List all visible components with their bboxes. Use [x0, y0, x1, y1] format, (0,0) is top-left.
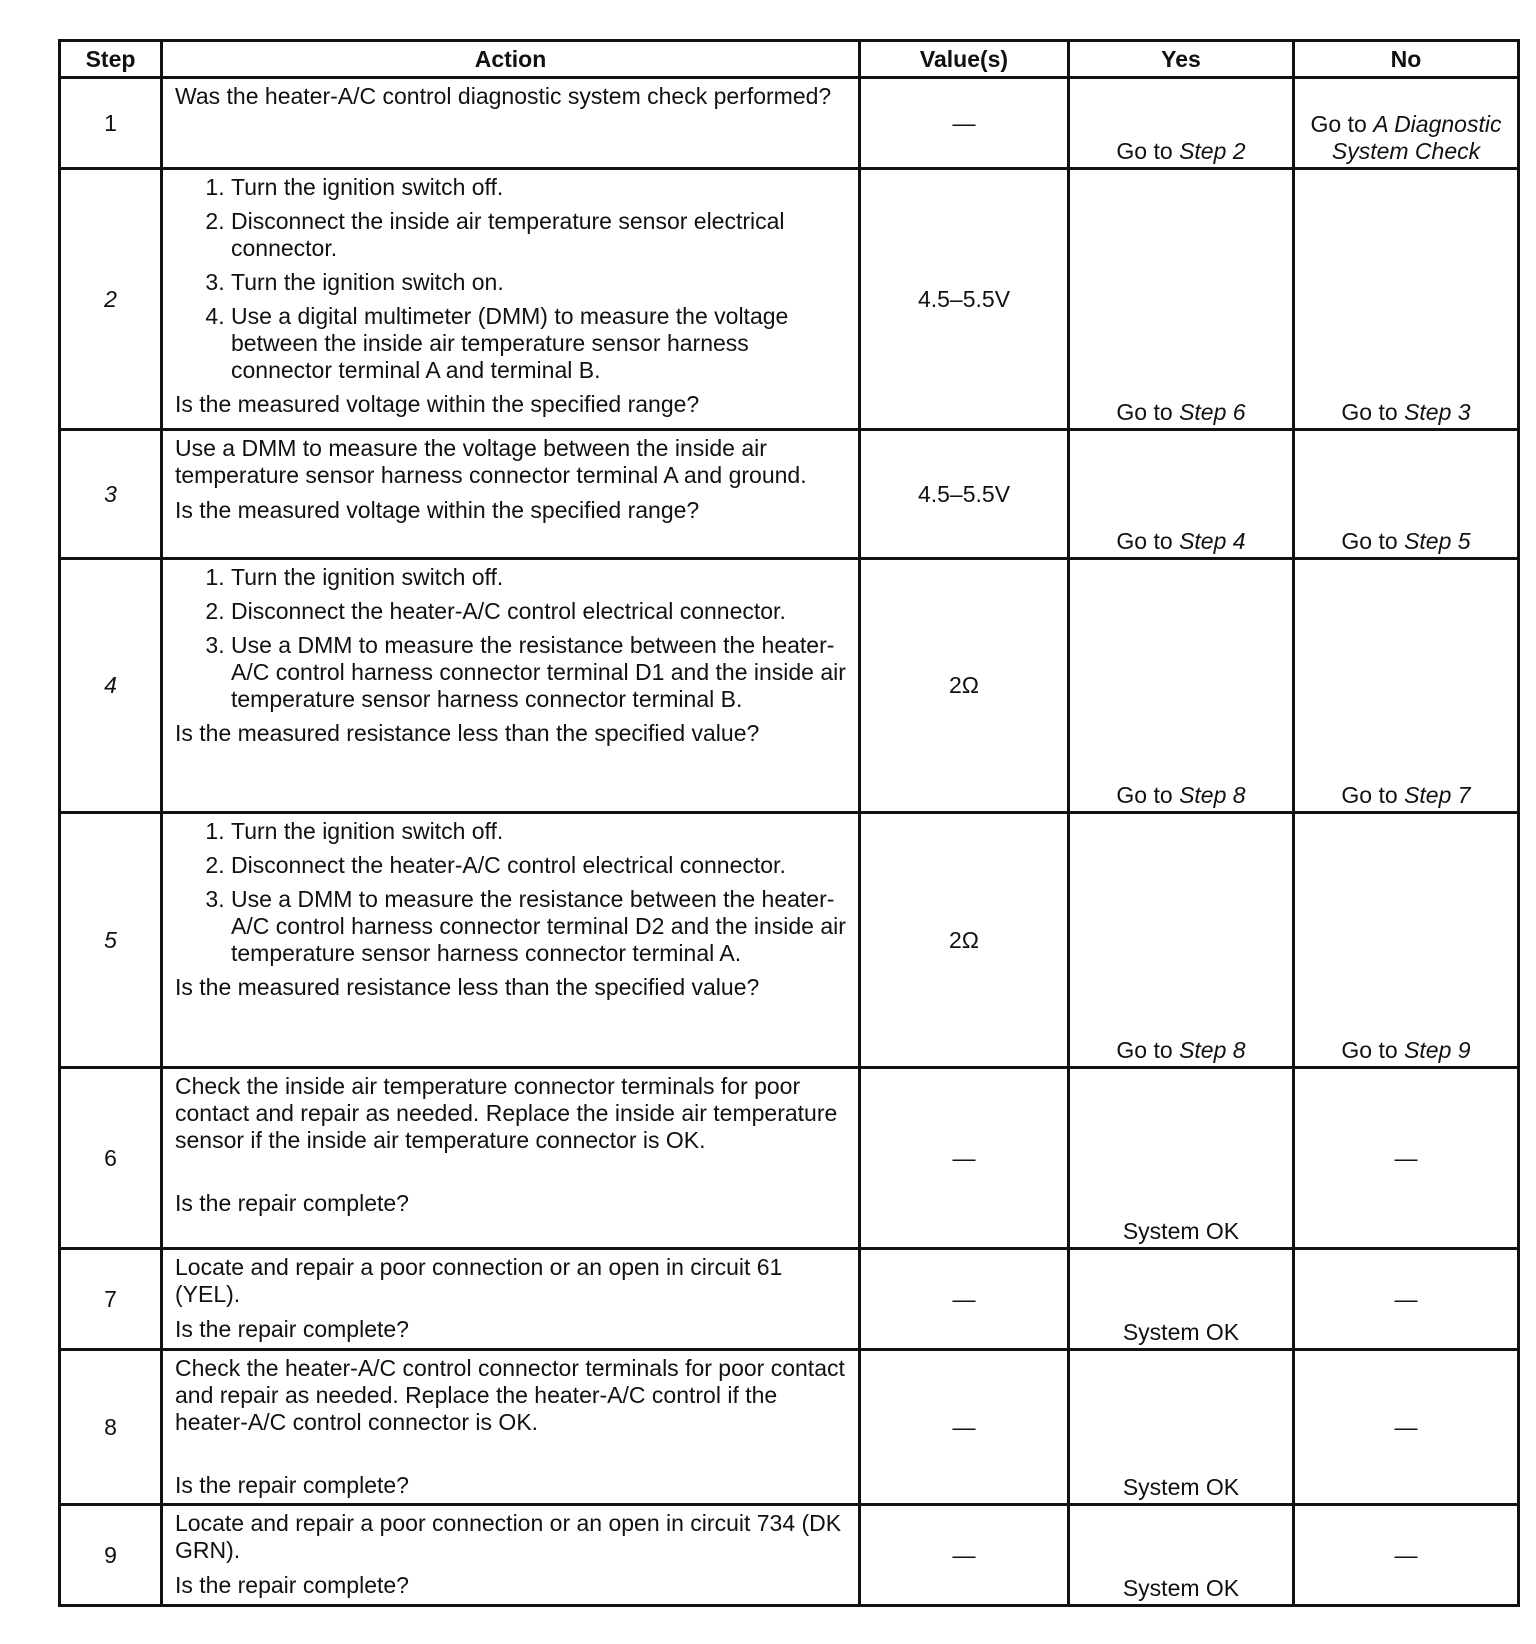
header-row [60, 41, 1519, 78]
value-cell: — [860, 1505, 1069, 1606]
action-cell [162, 1350, 860, 1505]
no-prefix: Go to [1341, 528, 1405, 554]
action-text: Use a DMM to measure the voltage between the inside air temperature sensor harness connector terminal A and ground. [175, 435, 807, 488]
table-row [60, 430, 1519, 559]
value-cell: — [860, 1350, 1069, 1505]
no-link: Step 7 [1404, 782, 1471, 808]
no-cell [1294, 430, 1519, 559]
no-cell [1294, 559, 1519, 813]
table-row [60, 813, 1519, 1068]
no-link: Step 5 [1404, 528, 1471, 554]
action-step: 2. Disconnect the heater-A/C control electrical connector. [231, 598, 848, 625]
header-no: No [1294, 41, 1519, 78]
yes-cell [1069, 430, 1294, 559]
no-cell: — [1294, 1068, 1519, 1249]
action-step: 3. Turn the ignition switch on. [231, 269, 848, 296]
table-row [60, 1505, 1519, 1606]
yes-link: Step 4 [1179, 528, 1246, 554]
yes-cell: System OK [1069, 1505, 1294, 1606]
step-number: 8 [60, 1350, 162, 1505]
yes-cell: System OK [1069, 1249, 1294, 1350]
action-text: Check the heater-A/C control connector terminals for poor contact and repair as needed. Replace the heater-A/C control if the heater-A/C control connector is OK. [175, 1355, 845, 1435]
table-row [60, 78, 1519, 169]
action-step: 1. Turn the ignition switch off. [231, 564, 848, 591]
yes-cell: System OK [1069, 1068, 1294, 1249]
yes-prefix: Go to [1116, 138, 1180, 164]
action-step: 3. Use a DMM to measure the resistance between the heater-A/C control harness connector terminal D1 and the inside air temperature sensor harness connector terminal B. [231, 632, 848, 713]
yes-cell [1069, 813, 1294, 1068]
action-question: Is the repair complete? [175, 1316, 409, 1342]
no-prefix: Go to [1310, 111, 1374, 137]
action-question: Is the measured resistance less than the specified value? [175, 974, 760, 1000]
action-step: 4. Use a digital multimeter (DMM) to measure the voltage between the inside air temperature sensor harness connector terminal A and terminal B. [231, 303, 848, 384]
table-row [60, 1249, 1519, 1350]
value-cell: 4.5–5.5V [860, 430, 1069, 559]
step-number: 9 [60, 1505, 162, 1606]
action-cell [162, 1249, 860, 1350]
yes-link: Step 8 [1179, 1037, 1246, 1063]
yes-cell [1069, 559, 1294, 813]
step-number: 2 [60, 169, 162, 430]
action-cell [162, 559, 860, 813]
yes-link: Step 2 [1179, 138, 1246, 164]
header-values: Value(s) [860, 41, 1069, 78]
no-link: A Diagnostic System Check [1331, 111, 1502, 164]
action-cell [162, 813, 860, 1068]
action-text: Check the inside air temperature connector terminals for poor contact and repair as needed. Replace the inside air temperature sensor if the inside air temperature connector is OK. [175, 1073, 838, 1153]
no-cell: — [1294, 1505, 1519, 1606]
value-cell: — [860, 1068, 1069, 1249]
value-cell: — [860, 78, 1069, 169]
value-cell: 4.5–5.5V [860, 169, 1069, 430]
step-number: 3 [60, 430, 162, 559]
action-cell [162, 1068, 860, 1249]
action-cell [162, 78, 860, 169]
value-cell: — [860, 1249, 1069, 1350]
action-text: Locate and repair a poor connection or an open in circuit 734 (DK GRN). [175, 1510, 842, 1563]
yes-prefix: Go to [1116, 399, 1180, 425]
action-steps [175, 174, 848, 384]
action-question: Is the measured voltage within the specified range? [175, 497, 700, 523]
yes-link: Step 6 [1179, 399, 1246, 425]
action-question: Is the repair complete? [175, 1572, 409, 1598]
action-steps [175, 564, 848, 713]
table-row [60, 559, 1519, 813]
no-cell: — [1294, 1249, 1519, 1350]
yes-prefix: Go to [1116, 782, 1180, 808]
no-cell [1294, 78, 1519, 169]
no-link: Step 9 [1404, 1037, 1471, 1063]
action-cell [162, 1505, 860, 1606]
yes-cell [1069, 78, 1294, 169]
step-number: 5 [60, 813, 162, 1068]
action-text: Was the heater-A/C control diagnostic system check performed? [175, 83, 832, 109]
no-prefix: Go to [1341, 782, 1405, 808]
action-step: 2. Disconnect the inside air temperature sensor electrical connector. [231, 208, 848, 262]
action-question: Is the repair complete? [175, 1472, 409, 1498]
action-step: 1. Turn the ignition switch off. [231, 174, 848, 201]
header-step: Step [60, 41, 162, 78]
no-link: Step 3 [1404, 399, 1471, 425]
step-number: 7 [60, 1249, 162, 1350]
yes-prefix: Go to [1116, 528, 1180, 554]
diagnostic-table [58, 39, 1520, 1607]
action-step: 3. Use a DMM to measure the resistance between the heater-A/C control harness connector terminal D2 and the inside air temperature sensor harness connector terminal A. [231, 886, 848, 967]
action-cell [162, 430, 860, 559]
no-cell: — [1294, 1350, 1519, 1505]
yes-cell: System OK [1069, 1350, 1294, 1505]
action-question: Is the repair complete? [175, 1190, 409, 1216]
table-row [60, 169, 1519, 430]
action-question: Is the measured voltage within the specified range? [175, 391, 700, 417]
no-cell [1294, 813, 1519, 1068]
table-row [60, 1350, 1519, 1505]
value-cell: 2Ω [860, 813, 1069, 1068]
header-yes: Yes [1069, 41, 1294, 78]
action-step: 1. Turn the ignition switch off. [231, 818, 848, 845]
step-number: 1 [60, 78, 162, 169]
action-step: 2. Disconnect the heater-A/C control electrical connector. [231, 852, 848, 879]
action-steps [175, 818, 848, 967]
action-cell [162, 169, 860, 430]
yes-prefix: Go to [1116, 1037, 1180, 1063]
no-cell [1294, 169, 1519, 430]
action-text: Locate and repair a poor connection or an open in circuit 61 (YEL). [175, 1254, 783, 1307]
no-prefix: Go to [1341, 399, 1405, 425]
step-number: 6 [60, 1068, 162, 1249]
action-question: Is the measured resistance less than the specified value? [175, 720, 760, 746]
no-prefix: Go to [1341, 1037, 1405, 1063]
step-number: 4 [60, 559, 162, 813]
table-row [60, 1068, 1519, 1249]
yes-link: Step 8 [1179, 782, 1246, 808]
yes-cell [1069, 169, 1294, 430]
header-action: Action [162, 41, 860, 78]
value-cell: 2Ω [860, 559, 1069, 813]
